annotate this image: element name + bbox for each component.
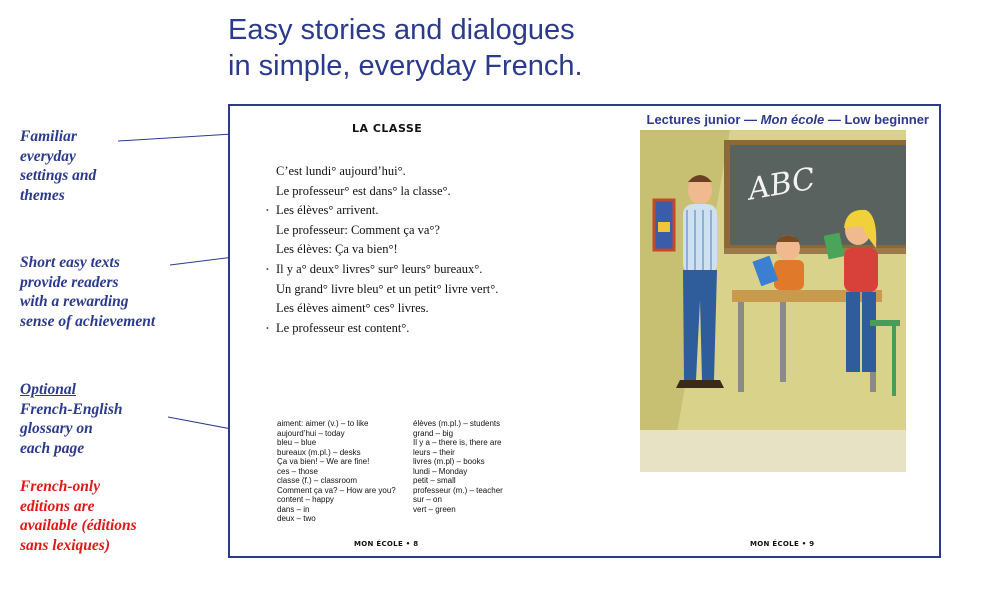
- story-line-text: Les élèves: Ça va bien°!: [276, 242, 398, 257]
- glossary-entry: Comment ça va? – How are you?: [277, 485, 396, 495]
- story-text: [266, 162, 498, 338]
- story-line: [266, 162, 498, 182]
- glossary-entry: lundi – Monday: [413, 466, 468, 476]
- glossary-entry: bureaux (m.pl.) – desks: [277, 447, 361, 457]
- story-line: [266, 201, 498, 221]
- glossary-entry: bleu – blue: [277, 438, 317, 447]
- glossary-entry: classe (f.) – classroom: [277, 476, 358, 485]
- chair: [870, 320, 900, 326]
- story-line: [266, 299, 498, 319]
- line-marker: •: [266, 206, 269, 216]
- story-line: [266, 221, 498, 241]
- story-line: [266, 280, 498, 300]
- glossary-entry: petit – small: [413, 476, 456, 485]
- chalkboard-text: ABC: [745, 161, 818, 208]
- annotation-glossary-optional: Optional: [20, 381, 76, 398]
- glossary-entry: aujourd’hui – today: [277, 428, 345, 438]
- story-line: [266, 240, 498, 260]
- glossary-entry: ces – those: [277, 466, 318, 476]
- glossary-column-left: [277, 419, 396, 524]
- floor: [640, 430, 906, 472]
- story-line-text: Les élèves° arrivent.: [276, 203, 379, 218]
- series-prefix: Lectures junior —: [646, 112, 758, 127]
- story-line-text: Les élèves aiment° ces° livres.: [276, 301, 429, 316]
- glossary-entry: content – happy: [277, 495, 334, 504]
- book-spread: [228, 104, 941, 558]
- story-line: [266, 260, 498, 280]
- story-line-text: C’est lundi° aujourd’hui°.: [276, 164, 406, 178]
- headline-line-2: in simple, everyday French.: [228, 50, 583, 82]
- glossary-entry: aiment: aimer (v.) – to like: [277, 419, 369, 428]
- story-line-text: Un grand° livre bleu° et un petit° livre vert°.: [276, 281, 499, 296]
- story-line-text: Il y a° deux° livres° sur° leurs° bureaux°.: [276, 261, 483, 276]
- folio-right: MON ÉCOLE • 9: [750, 540, 815, 548]
- chair-leg: [892, 326, 896, 396]
- glossary-column-right: [413, 419, 503, 514]
- glossary-entry: dans – in: [277, 504, 310, 514]
- glossary-entry: vert – green: [413, 504, 456, 514]
- series-label: [647, 112, 929, 127]
- glossary-entry: deux – two: [277, 514, 316, 523]
- glossary-entry: sur – on: [413, 495, 442, 504]
- story-line-text: Le professeur est content°.: [276, 320, 410, 335]
- story-line-text: Le professeur° est dans° la classe°.: [276, 183, 451, 198]
- annotation-editions: French-only editions are available (éditions sans lexiques): [20, 478, 137, 554]
- poster-yellow: [658, 222, 670, 232]
- headline-line-1: Easy stories and dialogues: [228, 14, 575, 46]
- story-line: [266, 182, 498, 202]
- story-title: LA CLASSE: [352, 122, 423, 135]
- glossary-entry: professeur (m.) – teacher: [413, 485, 503, 495]
- folio-left: MON ÉCOLE • 8: [354, 540, 419, 548]
- chalk-tray: [724, 248, 906, 254]
- story-line: [266, 319, 498, 339]
- glossary-entry: Ça va bien! – We are fine!: [277, 457, 370, 466]
- story-line-text: Le professeur: Comment ça va°?: [276, 222, 440, 237]
- annotation-texts: Short easy texts provide readers with a rewarding sense of achievement: [20, 254, 156, 330]
- series-level: — Low beginner: [827, 112, 929, 127]
- classroom-illustration: [640, 130, 906, 472]
- line-marker: •: [266, 323, 269, 333]
- glossary-entry: élèves (m.pl.) – students: [413, 419, 501, 428]
- glossary-entry: grand – big: [413, 428, 454, 438]
- glossary-entry: Il y a – there is, there are: [413, 438, 502, 447]
- glossary-entry: livres (m.pl) – books: [413, 457, 485, 466]
- series-title: Mon école: [760, 112, 825, 127]
- annotation-glossary-text: French-English glossary on each page: [20, 400, 123, 457]
- glossary-entry: leurs – their: [413, 447, 455, 457]
- line-marker: •: [266, 264, 269, 274]
- annotation-settings: Familiar everyday settings and themes: [20, 128, 97, 204]
